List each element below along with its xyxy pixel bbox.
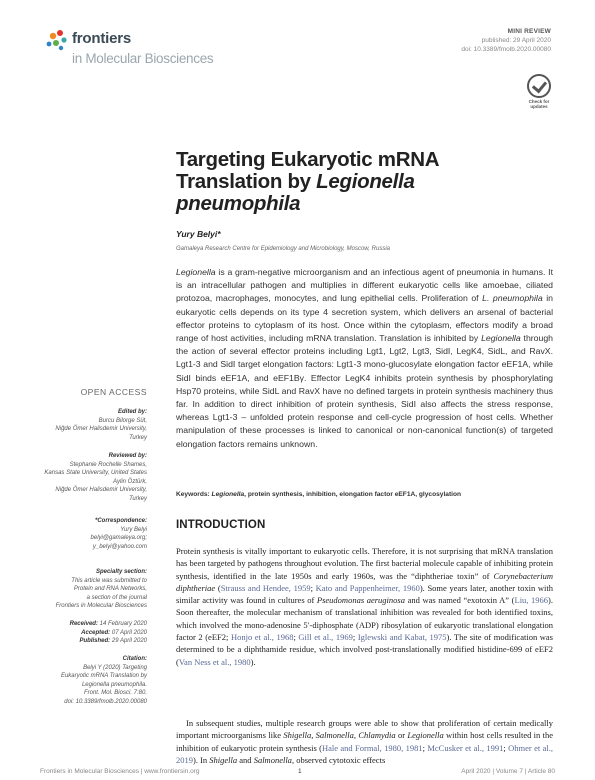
citation-link[interactable]: Hale and Formal, 1980, 1981 <box>321 742 423 753</box>
citation-link[interactable]: Kato and Pappenheimer, 1960 <box>315 582 420 593</box>
journal-name: in Molecular Biosciences <box>72 51 214 66</box>
specialty-section: Specialty section: This article was submitted to Protein and RNA Networks, a section of the journal Frontiers in Molecular Biosciences <box>55 569 147 610</box>
citation-link[interactable]: McCusker et al., 1991 <box>427 742 504 753</box>
article-type: MINI REVIEW <box>507 28 551 35</box>
check-for-updates-badge[interactable] <box>526 74 552 109</box>
check-badge-label: Check for updates <box>528 99 550 109</box>
abstract: Legionella is a gram-negative microorganism and an infectious agent of pneumonia in humans. It is an intracellular pathogen and multiplies in different eukaryotic cells like amoebae, ciliated protozoa, macrophages, monocytes, and lung epithelial cells. Proliferation of L. pneumophila in eukaryotic cells depends on its type 4 secretion system, which delivers an arsenal of bacterial effector proteins to cytoplasm of its host. Once within the cytoplasm, effectors modify a broad range of host activities, including mRNA translation. Translation is inhibited by Legionella through the action of several effector proteins including Lgt1, Lgt2, Lgt3, SidI, LegK4, SidL, and RavX. Lgt1-3 and SidI target elongation factors: Lgt1-3 mono-glucosylate elongation factor eEF1A, while SidI binds eEF1A, and eEF1Bγ. Effector LegK4 inhibits protein synthesis by phosphorylating Hsp70 proteins, while SidL and RavX have no defined targets in protein synthesis machinery thus far. In addition to direct inhibition of protein synthesis, SidI also affects the stress response, whereas Lgt1-3 – unfolded protein response and cell-cycle progression of host cells. Whether manipulation of these processes is linked to canonical or non-canonical function(s) of targeted elongation factors remains unknown. <box>176 267 553 449</box>
citation-link[interactable]: Ohmer et al., 2019 <box>176 742 554 765</box>
email-link[interactable]: y_belyi@yahoo.com <box>92 543 147 550</box>
keywords: Keywords: Legionella, protein synthesis, inhibition, elongation factor eEF1A, glycosylation <box>176 491 462 498</box>
citation-link[interactable]: Honjo et al., 1968 <box>230 632 294 643</box>
citation-link[interactable]: Van Ness et al., 1980 <box>178 656 251 667</box>
citation-link[interactable]: Liu, 1966 <box>514 595 549 606</box>
article-meta <box>461 27 551 54</box>
footer-journal-link[interactable]: Frontiers in Molecular Biosciences | www.frontiersin.org <box>40 768 200 775</box>
footer-issue: April 2020 | Volume 7 | Article 80 <box>461 768 555 775</box>
published-date: published: 29 April 2020 <box>481 37 551 44</box>
dates: Received: 14 February 2020 Accepted: 07 April 2020 Published: 29 April 2020 <box>69 621 147 645</box>
reviewed-by: Reviewed by: Stephanie Rochelle Shames, Kansas State University, United States Aylin Öztürk, Niğde Ömer Halisdemir University, Turkey <box>44 453 147 502</box>
frontiers-logo-icon <box>44 29 70 53</box>
citation: Citation: Belyi Y (2020) Targeting Eukaryotic mRNA Translation by Legionella pneumophila. Front. Mol. Biosci. 7:80. doi: 10.3389/fmolb.2020.00080 <box>60 656 147 705</box>
brand-name: frontiers <box>72 30 132 47</box>
correspondence: *Correspondence: Yury Belyi belyi@gamaleya.org; y_belyi@yahoo.com <box>90 518 147 550</box>
email-link[interactable]: belyi@gamaleya.org; <box>90 535 147 542</box>
section-heading: INTRODUCTION <box>176 519 266 531</box>
edited-by: Edited by: Burcu Bilorge Süt, Niğde Ömer Halisdemir University, Turkey <box>55 409 147 441</box>
citation-link[interactable]: Strauss and Hendee, 1959 <box>220 582 311 593</box>
doi-link[interactable]: doi: 10.3389/fmolb.2020.00080 <box>64 698 147 705</box>
doi-link[interactable]: doi: 10.3389/fmolb.2020.00080 <box>461 46 551 53</box>
journal-logo[interactable] <box>44 27 244 77</box>
author-name[interactable]: Yury Belyi* <box>176 229 221 239</box>
body-paragraph: In subsequent studies, multiple research groups were able to show that proliferation of certain medically important microorganisms like Shigella, Salmonella, Chlamydia or Legionella within host cells resulted in the inhibition of eukaryotic protein synthesis (Hale and Formal, 1980, 1981; McCusker et al., 1991; Ohmer et al., 2019). In Shigella and Salmonella, observed cytotoxic effects <box>176 718 554 765</box>
check-icon <box>527 74 551 98</box>
page-number: 1 <box>298 768 302 775</box>
citation-link[interactable]: Gill et al., 1969 <box>298 632 353 643</box>
open-access-label: OPEN ACCESS <box>80 387 147 397</box>
citation-link[interactable]: Iglewski and Kabat, 1975 <box>357 632 447 643</box>
author-affiliation: Gamaleya Research Centre for Epidemiology and Microbiology, Moscow, Russia <box>176 246 390 252</box>
body-paragraph: Protein synthesis is vitally important to eukaryotic cells. Therefore, it is not surprising that mRNA translation has been targeted by pathogens throughout evolution. The first bacterial molecule capable of inhibiting protein synthesis, identified in the late 1950s and early 1960s, was the “diphtheriae toxin” of Corynebacterium diphtheriae (Strauss and Hendee, 1959; Kato and Pappenheimer, 1960). Some years later, another toxin with similar activity was found in cultures of Pseudomonas aeruginosa and was named “exotoxin A” (Liu, 1966). Soon thereafter, the molecular mechanism of translational inhibition was revealed for both identified toxins, which involved the mono-adenosine 5′-diphosphate (ADP) ribosylation of eukaryotic translational elongation factor 2 (eEF2; Honjo et al., 1968; Gill et al., 1969; Iglewski and Kabat, 1975). The site of modification was determined to be a diphthamide residue, which involved post-translationally modified histidine-699 of eEF2 (Van Ness et al., 1980). <box>176 546 553 667</box>
article-title: Targeting Eukaryotic mRNA Translation by Legionella pneumophila <box>176 148 440 215</box>
